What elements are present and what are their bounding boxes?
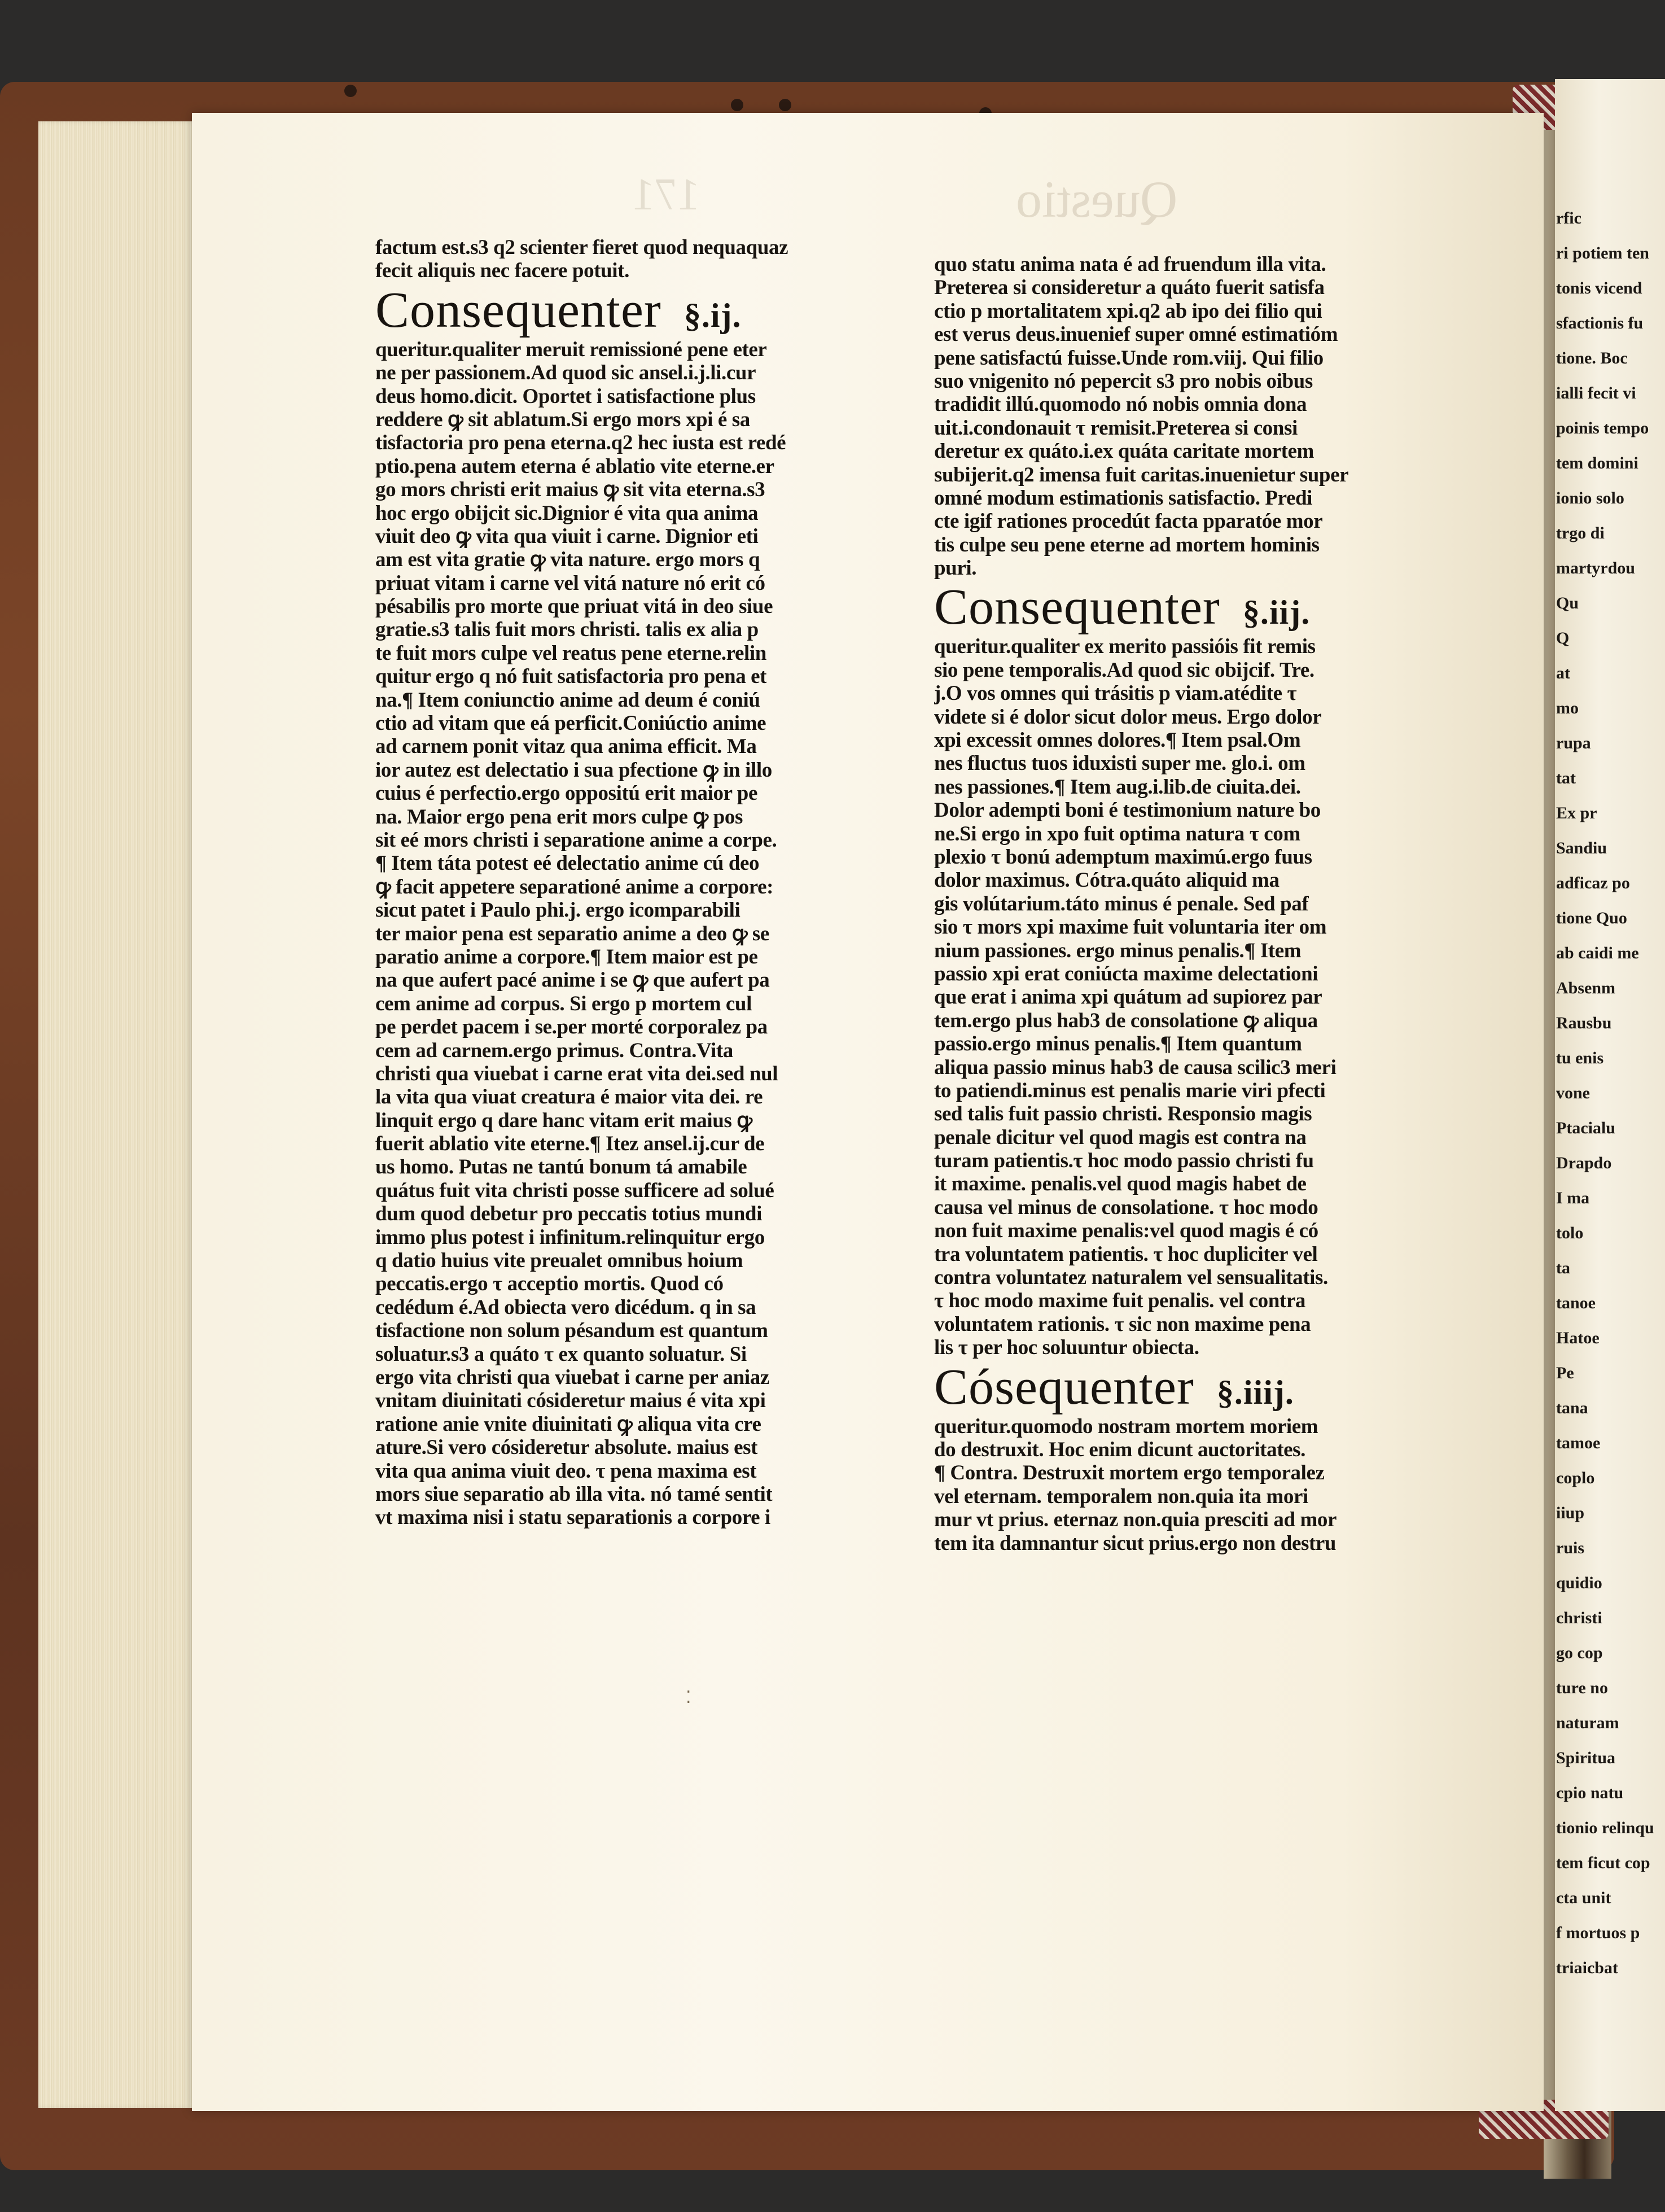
facing-text-fragment: naturam [1556, 1714, 1619, 1732]
text-line: ctio ad vitam que eá perficit.Coniúctio anime [375, 712, 766, 735]
text-line: na. Maior ergo pena erit mors culpe ꝙ pos [375, 805, 743, 829]
text-line: passio.ergo minus penalis.¶ Item quantum [934, 1032, 1302, 1056]
text-line: nes passiones.¶ Item aug.i.lib.de ciuita.dei. [934, 775, 1301, 799]
text-line: ior autez est delectatio i sua pfectione ꝙ in illo [375, 758, 772, 782]
section-heading [934, 1360, 1431, 1415]
text-line: deretur ex quáto.i.ex quáta caritate mortem [934, 440, 1314, 463]
text-line: Dolor adempti boni é testimonium nature bo [934, 799, 1321, 822]
text-line: queritur.qualiter ex merito passióis fit remis [934, 635, 1316, 659]
text-line: na.¶ Item coniunctio anime ad deum é coniú [375, 688, 760, 712]
facing-text-fragment: poinis tempo [1556, 419, 1649, 437]
text-line: ne.Si ergo in xpo fuit optima natura τ com [934, 822, 1300, 846]
text-line: us homo. Putas ne tantú bonum tá amabile [375, 1155, 747, 1179]
facing-text-fragment: cta unit [1556, 1889, 1611, 1907]
text-line: gratie.s3 talis fuit mors christi. talis ex alia p [375, 618, 759, 642]
text-line: queritur.quomodo nostram mortem moriem [934, 1414, 1318, 1438]
text-line: quitur ergo q nó fuit satisfactoria pro pena et [375, 665, 767, 689]
text-line: voluntatem rationis. τ sic non maxime pena [934, 1312, 1311, 1336]
text-line: reddere ꝙ sit ablatum.Si ergo mors xpi é sa [375, 408, 750, 431]
text-line: tra voluntatem patientis. τ hoc dupliciter vel [934, 1242, 1318, 1266]
text-line: pe perdet pacem i se.per morté corporalez pa [375, 1015, 768, 1039]
text-line: ꝙ facit appetere separationé anime a corpore: [375, 875, 774, 899]
facing-text-fragment: ta [1556, 1259, 1570, 1277]
facing-text-fragment: at [1556, 664, 1570, 682]
text-line: ctio p mortalitatem xpi.q2 ab ipo dei filio qui [934, 299, 1322, 323]
text-line: aliqua passio minus hab3 de causa scilic3 meri [934, 1055, 1337, 1079]
page-edges [38, 121, 208, 2108]
text-line: nium passiones. ergo minus penalis.¶ Item [934, 939, 1302, 962]
text-line: immo plus potest i infinitum.relinquitur ergo [375, 1225, 765, 1249]
text-line: causa vel minus de consolatione. τ hoc modo [934, 1195, 1318, 1219]
facing-text-fragment: Absenm [1556, 979, 1616, 997]
text-line: sio pene temporalis.Ad quod sic obijcif. Tre. [934, 658, 1315, 682]
text-line: xpi excessit omnes dolores.¶ Item psal.Om [934, 729, 1301, 752]
facing-text-fragment: ture no [1556, 1679, 1608, 1697]
facing-text-fragment: Qu [1556, 594, 1579, 612]
text-line: te fuit mors culpe vel reatus pene eterne.relin [375, 641, 766, 665]
bleedthrough-page-number: 171 [632, 170, 700, 220]
bleedthrough-running-head: Questio [1016, 170, 1178, 228]
text-line: puri. [934, 557, 977, 580]
text-line: ad carnem ponit vitaz qua anima efficit. Ma [375, 735, 757, 759]
text-line: est verus deus.inuenief super omné estimatióm [934, 323, 1338, 347]
signature-mark: ⁚ [686, 1688, 691, 1707]
facing-text-fragment: christi [1556, 1609, 1602, 1627]
text-line: sicut patet i Paulo phi.j. ergo icomparabili [375, 899, 741, 922]
text-line: tradidit illú.quomodo nó nobis omnia dona [934, 393, 1307, 417]
facing-text-fragment: Ex pr [1556, 804, 1597, 822]
facing-text-fragment: triaicbat [1556, 1959, 1618, 1977]
text-line: ne per passionem.Ad quod sic ansel.i.j.li.cur [375, 361, 756, 385]
facing-text-fragment: Drapdo [1556, 1154, 1612, 1172]
text-line: ¶ Contra. Destruxit mortem ergo temporalez [934, 1461, 1325, 1485]
text-line: fuerit ablatio vite eterne.¶ Itez ansel.ij.cur de [375, 1132, 765, 1156]
section-number: §.iiij. [1216, 1373, 1294, 1411]
section-heading [934, 580, 1431, 635]
facing-text-fragment: martyrdou [1556, 559, 1635, 577]
text-line: do destruxit. Hoc enim dicunt auctoritates. [934, 1438, 1305, 1461]
text-line: vnitam diuinitati cósideretur maius é vita xpi [375, 1389, 766, 1413]
text-line: fecit aliquis nec facere potuit. [375, 259, 629, 283]
text-line: subijerit.q2 imensa fuit caritas.inuenietur super [934, 463, 1349, 487]
facing-text-fragment: tu enis [1556, 1049, 1604, 1067]
facing-text-fragment: ionio solo [1556, 489, 1624, 507]
text-line: dolor maximus. Cótra.quáto aliquid ma [934, 869, 1280, 892]
text-line: quátus fuit vita christi posse sufficere ad solué [375, 1179, 774, 1202]
text-line: christi qua viuebat i carne erat vita dei.sed nul [375, 1062, 778, 1085]
text-line: cedédum é.Ad obiecta vero dicédum. q in sa [375, 1295, 756, 1319]
text-line: am est vita gratie ꝙ vita nature. ergo mors q [375, 548, 760, 572]
text-line: it maxime. penalis.vel quod magis habet de [934, 1172, 1307, 1196]
facing-text-fragment: tem domini [1556, 454, 1638, 472]
facing-text-fragment: trgo di [1556, 524, 1605, 542]
section-number: §.ij. [683, 296, 742, 334]
text-line: cem ad carnem.ergo primus. Contra.Vita [375, 1039, 733, 1062]
text-line: contra voluntatez naturalem vel sensualitatis. [934, 1266, 1328, 1290]
facing-text-fragment: adficaz po [1556, 874, 1630, 892]
text-line: vt maxima nisi i statu separationis a corpore i [375, 1506, 770, 1530]
facing-text-fragment: Sandiu [1556, 839, 1607, 857]
text-line: paratio anime a corpore.¶ Item maior est pe [375, 945, 758, 969]
section-heading-word: Consequenter [375, 282, 661, 338]
facing-text-fragment: ab caidi me [1556, 944, 1639, 962]
text-line: vita qua anima viuit deo. τ pena maxima est [375, 1459, 757, 1483]
text-line: passio xpi erat coniúcta maxime delectationi [934, 962, 1318, 985]
text-line: videte si é dolor sicut dolor meus. Ergo dolor [934, 705, 1322, 729]
facing-text-fragment: Rausbu [1556, 1014, 1612, 1032]
text-line: queritur.qualiter meruit remissioné pene eter [375, 338, 767, 361]
facing-text-fragment: tionio relinqu [1556, 1819, 1654, 1837]
facing-text-fragment: quidio [1556, 1574, 1602, 1592]
text-line: omné modum estimationis satisfactio. Predi [934, 486, 1313, 510]
text-line: sio τ mors xpi maxime fuit voluntaria iter om [934, 916, 1327, 939]
text-line: plexio τ bonú ademptum maximú.ergo fuus [934, 845, 1312, 869]
text-line: ptio.pena autem eterna é ablatio vite eterne.er [375, 454, 774, 478]
text-line: dum quod debetur pro peccatis totius mundi [375, 1202, 762, 1226]
facing-text-fragment: tamoe [1556, 1434, 1601, 1452]
facing-text-fragment: Hatoe [1556, 1329, 1600, 1347]
text-line: tem ita damnantur sicut prius.ergo non destru [934, 1531, 1337, 1555]
text-line: nes fluctus tuos iduxisti super me. glo.i. om [934, 752, 1305, 776]
text-line: factum est.s3 q2 scienter fieret quod nequaquaz [375, 236, 788, 259]
text-line: lis τ per hoc soluuntur obiecta. [934, 1336, 1199, 1360]
facing-text-fragment: coplo [1556, 1469, 1595, 1487]
text-line: uit.i.condonauit τ remisit.Preterea si consi [934, 416, 1298, 440]
text-line: τ hoc modo maxime fuit penalis. vel contra [934, 1289, 1305, 1313]
text-line: vel eternam. temporalem non.quia ita mori [934, 1484, 1308, 1508]
text-line: ¶ Item táta potest eé delectatio anime cú deo [375, 852, 760, 875]
facing-text-fragment: vone [1556, 1084, 1590, 1102]
facing-text-fragment: rfic [1556, 209, 1581, 227]
facing-text-fragment: tonis vicend [1556, 279, 1642, 297]
text-line: go mors christi erit maius ꝙ sit vita eterna.s3 [375, 478, 765, 502]
text-line: ter maior pena est separatio anime a deo ꝙ se [375, 922, 769, 945]
text-line: to patiendi.minus est penalis marie viri pfecti [934, 1079, 1326, 1102]
text-line: pene satisfactú fuisse.Unde rom.viij. Qui filio [934, 346, 1324, 370]
text-line: mors siue separatio ab illa vita. nó tamé sentit [375, 1482, 773, 1506]
facing-text-fragment: rupa [1556, 734, 1591, 752]
section-number: §.iij. [1242, 594, 1311, 632]
text-line: pésabilis pro morte que priuat vitá in deo siue [375, 595, 773, 619]
text-line: gis volútarium.táto minus é penale. Sed paf [934, 892, 1309, 916]
text-line: tis culpe seu pene eterne ad mortem hominis [934, 533, 1320, 557]
text-line: non fuit maxime penalis:vel quod magis é có [934, 1219, 1318, 1243]
section-heading [375, 283, 926, 338]
binding-nail [344, 85, 357, 97]
facing-text-fragment: tolo [1556, 1224, 1584, 1242]
text-line: hoc ergo obijcit sic.Dignior é vita qua anima [375, 501, 759, 525]
text-line: soluatur.s3 a quáto τ ex quanto soluatur. Si [375, 1342, 747, 1366]
text-line: deus homo.dicit. Oportet i satisfactione plus [375, 384, 756, 408]
binding-nail [779, 99, 791, 111]
facing-text-fragment: tem ficut cop [1556, 1854, 1650, 1872]
text-line: tisfactione non solum pésandum est quantum [375, 1319, 768, 1343]
text-line: ergo vita christi qua viuebat i carne per aniaz [375, 1365, 769, 1389]
facing-text-fragment: go cop [1556, 1644, 1603, 1662]
text-line: tem.ergo plus hab3 de consolatione ꝙ aliqua [934, 1009, 1318, 1032]
text-line: penale dicitur vel quod magis est contra na [934, 1125, 1307, 1149]
text-line: tisfactoria pro pena eterna.q2 hec iusta est redé [375, 431, 786, 455]
facing-text-fragment: tione. Boc [1556, 349, 1628, 367]
facing-text-fragment: ialli fecit vi [1556, 384, 1636, 402]
facing-text-fragment: sfactionis fu [1556, 314, 1644, 332]
right-text-column [934, 253, 1431, 1555]
binding-nail [731, 99, 743, 111]
section-heading-word: Consequenter [934, 579, 1220, 636]
text-line: sit eé mors christi i separatione anime a corpe. [375, 828, 777, 852]
facing-text-fragment: ruis [1556, 1539, 1585, 1557]
facing-text-fragment: Ptacialu [1556, 1119, 1615, 1137]
facing-text-fragment: iiup [1556, 1504, 1585, 1522]
text-line: turam patientis.τ hoc modo passio christi fu [934, 1149, 1314, 1173]
text-line: j.O vos omnes qui trásitis p viam.atédite τ [934, 682, 1297, 706]
text-line: suo vnigenito nó pepercit s3 pro nobis oibus [934, 369, 1313, 393]
facing-text-fragment: I ma [1556, 1189, 1590, 1207]
facing-page-fragment [1555, 79, 1665, 2111]
facing-text-fragment: tione Quo [1556, 909, 1627, 927]
text-line: q datio huius vite preualet omnibus hoium [375, 1249, 743, 1273]
text-line: quo statu anima nata é ad fruendum illa vita. [934, 253, 1326, 276]
text-line: que erat i anima xpi quátum ad supiorez par [934, 985, 1322, 1009]
text-line: ature.Si vero cósideretur absolute. maius est [375, 1436, 758, 1460]
facing-text-fragment: cpio natu [1556, 1784, 1624, 1802]
facing-text-fragment: mo [1556, 699, 1579, 717]
text-line: Preterea si consideretur a quáto fuerit satisfa [934, 276, 1325, 300]
text-line: cuius é perfectio.ergo oppositú erit maior pe [375, 782, 757, 805]
left-text-column [375, 236, 926, 1530]
facing-text-fragment: tana [1556, 1399, 1588, 1417]
facing-text-fragment: Spiritua [1556, 1749, 1616, 1767]
facing-text-fragment: tanoe [1556, 1294, 1596, 1312]
text-line: peccatis.ergo τ acceptio mortis. Quod có [375, 1272, 724, 1296]
text-line: na que aufert pacé anime i se ꝙ que aufert pa [375, 969, 770, 992]
text-line: linquit ergo q dare hanc vitam erit maius ꝙ [375, 1109, 752, 1132]
facing-text-fragment: Pe [1556, 1364, 1574, 1382]
facing-text-fragment: Q [1556, 629, 1570, 647]
text-line: cem anime ad corpus. Si ergo p mortem cul [375, 992, 752, 1015]
text-line: cte igif rationes procedút facta pparatóe mor [934, 510, 1323, 533]
facing-text-fragment: f mortuos p [1556, 1924, 1640, 1942]
text-line: priuat vitam i carne vel vitá nature nó erit có [375, 571, 765, 595]
text-line: sed talis fuit passio christi. Responsio magis [934, 1102, 1312, 1126]
section-heading-word: Cósequenter [934, 1359, 1194, 1415]
text-line: mur vt prius. eternaz non.quia presciti ad mor [934, 1508, 1337, 1532]
text-line: viuit deo ꝙ vita qua viuit i carne. Dignior eti [375, 524, 759, 548]
text-line: la vita qua viuat creatura é maior vita dei. re [375, 1085, 763, 1109]
facing-text-fragment: ri potiem ten [1556, 244, 1649, 262]
text-line: ratione anie vnite diuinitati ꝙ aliqua vita cre [375, 1412, 761, 1436]
facing-text-fragment: tat [1556, 769, 1576, 787]
